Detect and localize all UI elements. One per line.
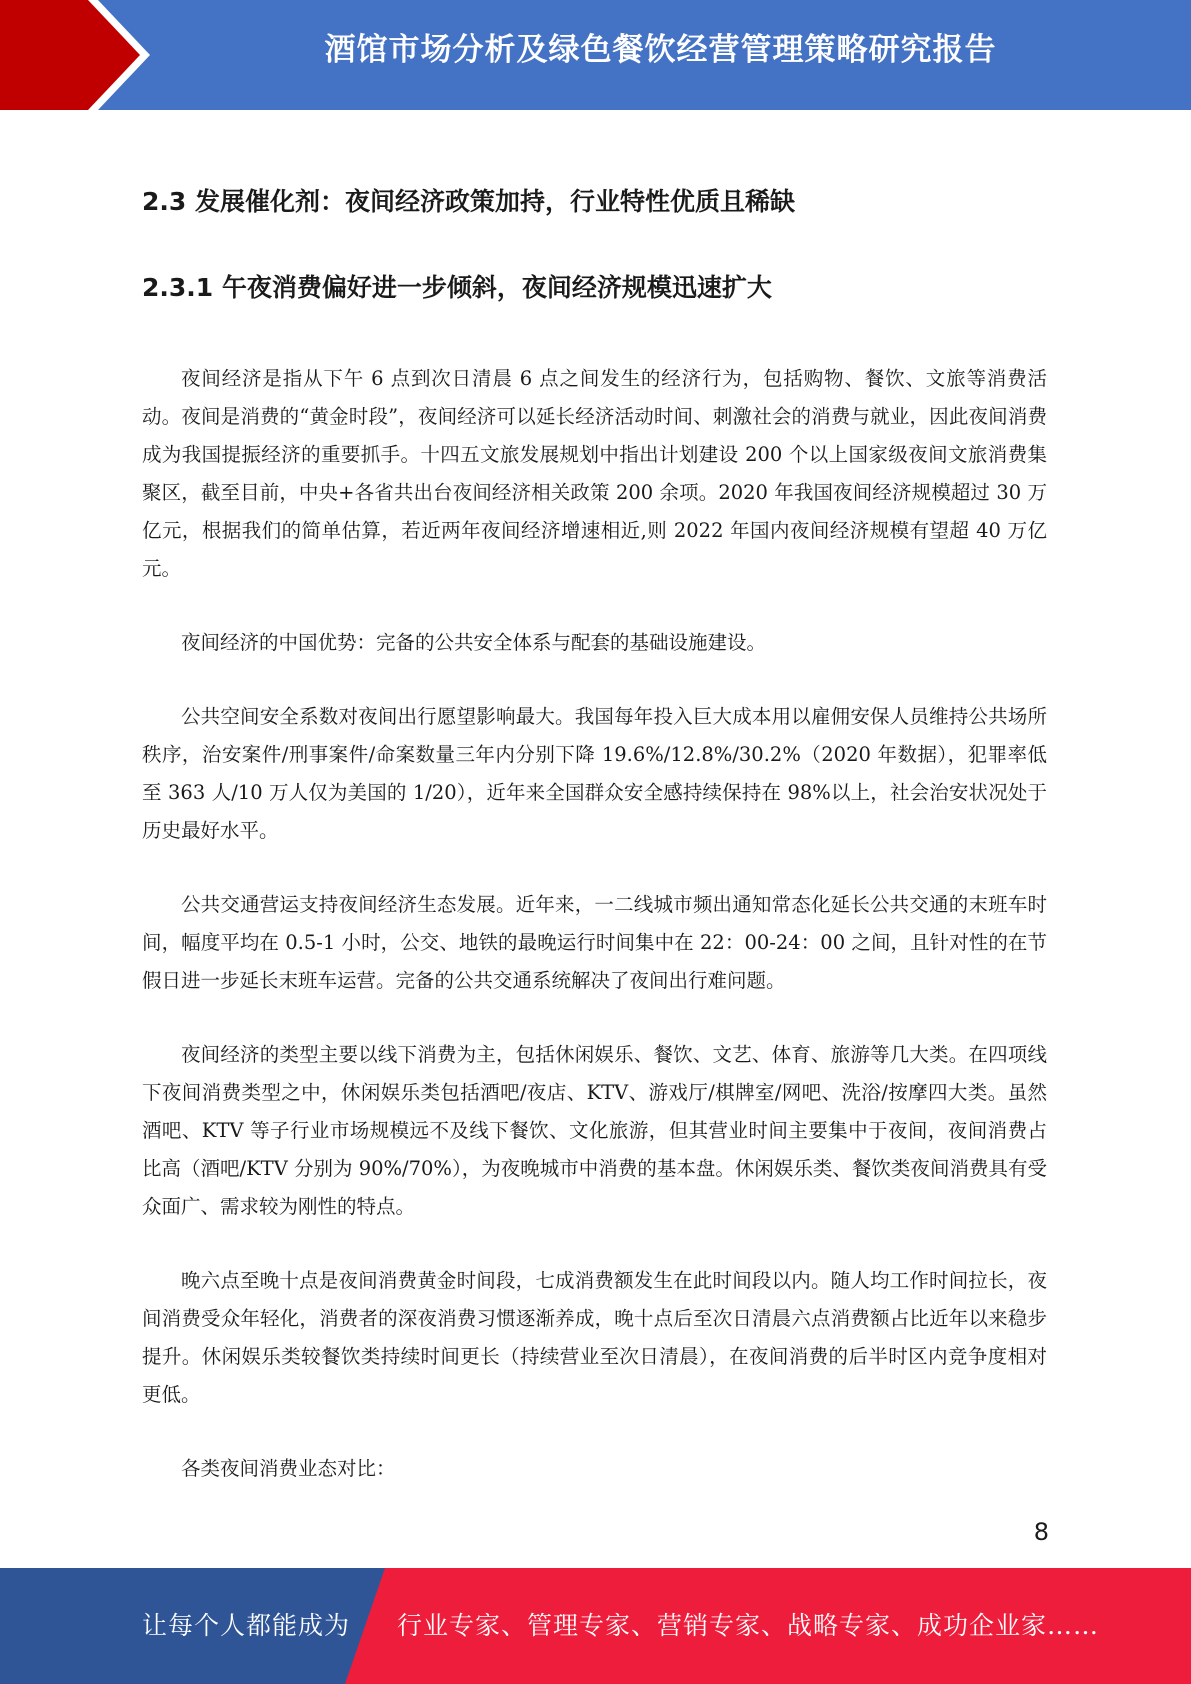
subsection-heading: 2.3.1 午夜消费偏好进一步倾斜，夜间经济规模迅速扩大 [142,273,772,302]
page-header [0,0,1191,110]
paragraph-china-advantage: 夜间经济的中国优势：完备的公共安全体系与配套的基础设施建设。 [181,631,767,654]
page-number: 8 [1033,1518,1049,1546]
report-title: 酒馆市场分析及绿色餐饮经营管理策略研究报告 [324,32,997,68]
header-chevron-icon [0,0,160,110]
footer-slogan-right: 行业专家、管理专家、营销专家、战略专家、成功企业家…… [397,1611,1100,1640]
paragraph-night-economy: 夜间经济是指从下午 6 点到次日清晨 6 点之间发生的经济行为，包括购物、餐饮、文旅等消费活动。夜间是消费的“黄金时段”，夜间经济可以延长经济活动时间、刺激社会的消费与就业，因此夜间消费成为我国提振经济的重要抓手。十四五文旅发展规划中指出计划建设 200 个以上国家级夜间文旅消费集聚区，截至目前，中央+各省共出台夜间经济相关政策 200 余项。2020 年我国夜间经济规模超过 30 万亿元，根据我们的简单估算，若近两年夜间经济增速相近,则 2022 年国内夜间经济规模有望超 40 万亿元。 [142,367,1047,580]
page-footer [0,1568,1191,1684]
paragraph-consumption-types: 夜间经济的类型主要以线下消费为主，包括休闲娱乐、餐饮、文艺、体育、旅游等几大类。在四项线下夜间消费类型之中，休闲娱乐类包括酒吧/夜店、KTV、游戏厅/棋牌室/网吧、洗浴/按摩四大类。虽然酒吧、KTV 等子行业市场规模远不及线下餐饮、文化旅游，但其营业时间主要集中于夜间，夜间消费占比高（酒吧/KTV 分别为 90%/70%），为夜晚城市中消费的基本盘。休闲娱乐类、餐饮类夜间消费具有受众面广、需求较为刚性的特点。 [142,1043,1047,1218]
paragraph-public-transport: 公共交通营运支持夜间经济生态发展。近年来，一二线城市频出通知常态化延长公共交通的末班车时间，幅度平均在 0.5-1 小时，公交、地铁的最晚运行时间集中在 22：00-24：00 之间，且针对性的在节假日进一步延长末班车运营。完备的公共交通系统解决了夜间出行难问题。 [142,893,1047,992]
paragraph-public-safety: 公共空间安全系数对夜间出行愿望影响最大。我国每年投入巨大成本用以雇佣安保人员维持公共场所秩序，治安案件/刑事案件/命案数量三年内分别下降 19.6%/12.8%/30.2%（2020 年数据），犯罪率低至 363 人/10 万人仅为美国的 1/20），近年来全国群众安全感持续保持在 98%以上，社会治安状况处于历史最好水平。 [142,705,1047,842]
page-content [142,170,1047,1524]
footer-slogan-left: 让每个人都能成为 [142,1611,351,1640]
paragraph-comparison-intro: 各类夜间消费业态对比： [181,1457,396,1480]
section-heading: 2.3 发展催化剂：夜间经济政策加持，行业特性优质且稀缺 [142,187,795,216]
paragraph-golden-hours: 晚六点至晚十点是夜间消费黄金时间段，七成消费额发生在此时间段以内。随人均工作时间拉长，夜间消费受众年轻化，消费者的深夜消费习惯逐渐养成，晚十点后至次日清晨六点消费额占比近年以来稳步提升。休闲娱乐类较餐饮类持续时间更长（持续营业至次日清晨），在夜间消费的后半时区内竞争度相对更低。 [142,1269,1047,1406]
